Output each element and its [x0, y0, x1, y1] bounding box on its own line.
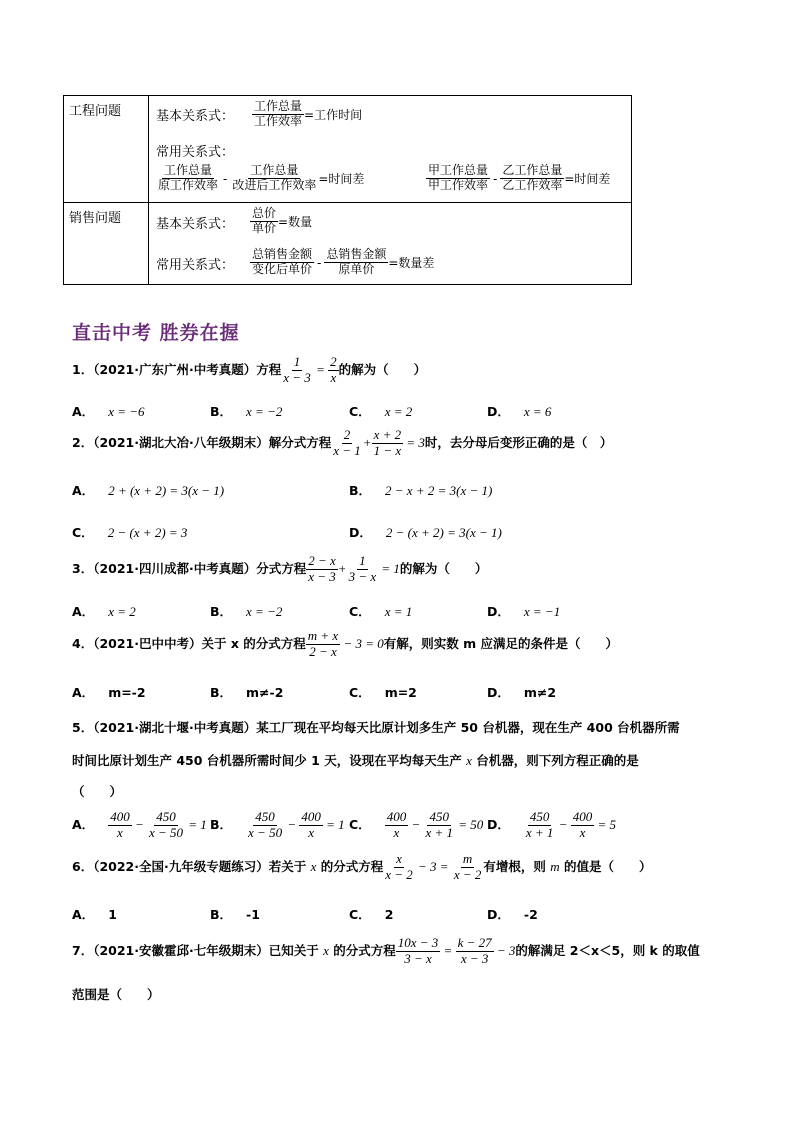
sales-common-formula	[250, 248, 434, 277]
option-label: C．	[349, 907, 371, 922]
option-text: 2	[384, 907, 394, 922]
q4-option-d[interactable]	[487, 683, 556, 701]
question-6	[72, 852, 651, 883]
option-label: C．	[349, 816, 371, 832]
equation-rest: = 1	[322, 816, 345, 832]
option-label: B．	[210, 404, 233, 419]
fraction-numerator: 甲工作总量	[428, 163, 489, 177]
question-suffix: 的值是（ ）	[559, 858, 652, 874]
q3-option-a[interactable]	[72, 602, 136, 620]
option-label: C．	[349, 404, 371, 419]
fraction-denominator: x − 3	[460, 950, 489, 966]
engineering-common-formula-1	[156, 164, 364, 193]
option-text: m=-2	[108, 685, 146, 700]
q3-option-d[interactable]	[487, 602, 560, 620]
fraction-numerator: 2	[343, 427, 351, 442]
fraction-numerator: 400	[301, 809, 321, 824]
question-stem: 3．（2021·四川成都·中考真题）分式方程	[72, 560, 307, 576]
option-text: 1	[108, 907, 117, 922]
fraction-numerator: 1	[359, 553, 366, 568]
basic-relation-label: 基本关系式：	[156, 217, 235, 232]
q1-option-b[interactable]	[210, 402, 282, 420]
option-label: D．	[487, 404, 510, 419]
option-label: A．	[72, 604, 95, 619]
fraction-numerator: 450	[156, 809, 176, 824]
option-text: m≠-2	[246, 685, 284, 700]
option-text: -2	[523, 907, 538, 922]
category-engineering: 工程问题	[69, 104, 122, 119]
question-5-line-3: （ ）	[72, 784, 123, 799]
table-column-divider	[148, 96, 149, 284]
option-text: x = −2	[246, 404, 283, 419]
fraction-numerator: 工作总量	[254, 99, 303, 113]
question-suffix: 有解，则实数 m 应满足的条件是（ ）	[383, 635, 618, 651]
q1-option-d[interactable]	[487, 402, 551, 420]
equation-rest: = 5	[594, 816, 616, 832]
minus-sign: -	[223, 171, 228, 186]
option-label: B．	[210, 907, 233, 922]
equation-rest: = 50	[455, 816, 484, 832]
option-text: x = 2	[108, 604, 136, 619]
engineering-basic-formula	[252, 100, 362, 129]
option-label: B．	[210, 685, 233, 700]
formula-result: =数量差	[388, 255, 435, 270]
option-label: D．	[487, 604, 510, 619]
fraction-denominator: x − 1	[333, 442, 361, 458]
plus-sign: +	[337, 560, 347, 576]
fraction-denominator: x + 1	[425, 824, 454, 840]
question-text: 有增根，则	[483, 858, 551, 874]
question-suffix: 的解满足 2＜x＜5，则 k 的取值	[515, 942, 700, 958]
option-text: 2 − (x + 2) = 3(x − 1)	[385, 525, 502, 540]
fraction-denominator: 工作效率	[254, 113, 303, 128]
fraction-denominator: 3 − x	[348, 568, 377, 584]
fraction-denominator: 1 − x	[373, 442, 402, 458]
question-stem: 6．（2022·全国·九年级专题练习）若关于	[72, 858, 311, 874]
fraction-numerator: 工作总量	[250, 163, 299, 177]
q4-option-b[interactable]	[210, 683, 283, 701]
fraction-denominator: x + 1	[525, 824, 554, 840]
option-text: 2 − (x + 2) = 3	[107, 525, 188, 540]
option-label: B．	[210, 816, 233, 832]
common-relation-label: 常用关系式：	[156, 258, 235, 273]
fraction-numerator: x + 2	[373, 427, 402, 442]
formula-result: =数量	[278, 214, 313, 229]
fraction-numerator: 2 − x	[308, 553, 336, 568]
fraction-numerator: 450	[429, 809, 449, 824]
q2-option-d[interactable]	[349, 523, 502, 541]
question-3	[72, 554, 487, 585]
option-text: -1	[246, 907, 260, 922]
fraction-denominator: x	[330, 369, 337, 385]
equals-sign: =	[312, 361, 329, 377]
fraction-denominator: x	[393, 824, 400, 840]
formula-result: =时间差	[318, 171, 365, 186]
fraction-denominator: x − 3	[308, 568, 336, 584]
equation-rest: − 3 =	[414, 858, 452, 874]
common-relation-label: 常用关系式：	[156, 145, 235, 160]
option-label: D．	[487, 907, 510, 922]
fraction-numerator: 总销售金额	[252, 247, 313, 261]
fraction-denominator: x	[308, 824, 314, 840]
question-4	[72, 629, 618, 660]
fraction-denominator: x − 50	[248, 824, 283, 840]
option-text: x = −6	[108, 404, 145, 419]
variable-m: m	[550, 858, 560, 874]
question-text: 时间比原计划生产 450 台机器所需时间少 1 天，设现在平均每天生产	[72, 753, 467, 768]
fraction-denominator: x	[579, 824, 586, 840]
option-label: A．	[72, 404, 95, 419]
option-label: B．	[349, 483, 372, 498]
option-text: x = 2	[384, 404, 413, 419]
option-label: A．	[72, 685, 95, 700]
option-label: D．	[487, 816, 510, 832]
option-text: m=2	[384, 685, 417, 700]
question-suffix: 的解为（ ）	[399, 560, 488, 576]
question-suffix: 时，去分母后变形正确的是（ ）	[424, 434, 613, 450]
q5-option-d[interactable]: D． $\frac{450}{x + 1}$ − $\frac{400}{x}$ = 5	[487, 809, 616, 840]
fraction-denominator: 原单价	[338, 261, 375, 276]
fraction-denominator: 3 − x	[404, 950, 432, 966]
option-label: C．	[349, 604, 371, 619]
equation-rest: − 3	[493, 942, 516, 958]
formula-result: =时间差	[564, 171, 611, 186]
q1-option-a[interactable]	[72, 402, 145, 420]
fraction-numerator: 1	[293, 354, 301, 369]
option-label: D．	[349, 525, 372, 540]
q2-option-a[interactable]	[72, 481, 224, 499]
q4-option-c[interactable]	[349, 683, 417, 701]
q6-option-d[interactable]	[487, 905, 538, 923]
fraction-denominator: x − 2	[453, 866, 482, 882]
option-text: 2 − x + 2 = 3(x − 1)	[385, 483, 493, 498]
equation-rest: = 1	[378, 560, 400, 576]
fraction-denominator: 甲工作效率	[428, 177, 489, 192]
fraction-denominator: 改进后工作效率	[232, 177, 317, 192]
fraction-denominator: 原工作效率	[158, 177, 219, 192]
fraction-numerator: 400	[572, 809, 593, 824]
minus-sign: -	[493, 171, 498, 186]
variable-x: x	[310, 858, 317, 874]
q6-option-c[interactable]	[349, 905, 393, 923]
fraction-denominator: 乙工作效率	[502, 177, 563, 192]
question-7	[72, 936, 700, 967]
fraction-numerator: 400	[386, 809, 407, 824]
fraction-numerator: k − 27	[457, 935, 492, 950]
minus-sign: -	[317, 255, 322, 270]
option-text: 2 + (x + 2) = 3(x − 1)	[108, 483, 225, 498]
fraction-denominator: x − 3	[283, 369, 311, 385]
question-stem: 4．（2021·巴中中考）关于 x 的分式方程	[72, 635, 306, 651]
fraction-denominator: 变化后单价	[252, 261, 313, 276]
fraction-numerator: x	[396, 851, 402, 866]
engineering-common-formula-2	[426, 164, 610, 193]
table-row-divider	[64, 202, 631, 203]
category-sales: 销售问题	[69, 211, 122, 226]
fraction-numerator: 400	[110, 809, 130, 824]
question-5-line-2	[72, 751, 639, 769]
question-text: 台机器，则下列方程正确的是	[471, 753, 639, 768]
variable-x: x	[323, 942, 329, 958]
fraction-numerator: 工作总量	[164, 163, 213, 177]
q5-option-a[interactable]: A． $\frac{400}{x}$ − $\frac{450}{x - 50}$ = 1	[72, 809, 207, 840]
q3-option-c[interactable]	[349, 602, 412, 620]
q5-option-c[interactable]: C． $\frac{400}{x}$ − $\frac{450}{x + 1}$ = 50	[349, 809, 484, 840]
fraction-denominator: 2 − x	[309, 643, 337, 659]
option-label: D．	[487, 685, 510, 700]
section-title: 直击中考 胜券在握	[72, 322, 240, 344]
q2-option-b[interactable]	[349, 481, 492, 499]
fraction-numerator: 总销售金额	[326, 247, 387, 261]
question-text: 的分式方程	[316, 858, 384, 874]
q3-option-b[interactable]	[210, 602, 282, 620]
relations-table	[63, 95, 632, 285]
equation-rest: = 3	[403, 434, 425, 450]
equation-rest: = 1	[185, 816, 207, 832]
question-stem: 7．（2021·安徽霍邱·七年级期末）已知关于	[72, 942, 324, 958]
question-stem: 1．（2021·广东广州·中考真题）方程	[72, 361, 282, 377]
question-text: 的分式方程	[328, 942, 396, 958]
option-text: x = −1	[523, 604, 561, 619]
equation-rest: − 3 = 0	[340, 635, 384, 651]
option-text: x = 6	[523, 404, 552, 419]
option-text: m≠2	[523, 685, 557, 700]
fraction-numerator: 2	[330, 354, 337, 369]
option-label: A．	[72, 907, 95, 922]
option-label: C．	[349, 685, 371, 700]
option-label: A．	[72, 816, 95, 832]
q6-option-a[interactable]	[72, 905, 117, 923]
option-text: x = 1	[384, 604, 413, 619]
q4-option-a[interactable]	[72, 683, 146, 701]
formula-result: =工作时间	[304, 107, 363, 122]
fraction-denominator: x − 50	[148, 824, 184, 840]
fraction-numerator: 450	[255, 809, 275, 824]
sales-basic-formula	[250, 207, 312, 236]
question-stem: 2．（2021·湖北大冶·八年级期末）解分式方程	[72, 434, 332, 450]
q1-option-c[interactable]	[349, 402, 412, 420]
variable-x: x	[466, 753, 472, 768]
equals-sign: =	[440, 942, 456, 958]
fraction-numerator: 乙工作总量	[502, 163, 563, 177]
fraction-numerator: 10x − 3	[397, 935, 439, 950]
basic-relation-label: 基本关系式：	[156, 109, 235, 124]
q2-option-c[interactable]	[72, 523, 187, 541]
fraction-denominator: x	[117, 824, 123, 840]
fraction-denominator: 单价	[252, 220, 277, 235]
fraction-numerator: m	[462, 851, 473, 866]
option-text: x = −2	[246, 604, 283, 619]
option-label: B．	[210, 604, 233, 619]
q6-option-b[interactable]	[210, 905, 260, 923]
fraction-numerator: 450	[529, 809, 550, 824]
question-2	[72, 428, 612, 459]
fraction-numerator: 总价	[252, 206, 277, 220]
question-suffix: 的解为（ ）	[338, 361, 427, 377]
question-5-line-1: 5．（2021·湖北十堰·中考真题）某工厂现在平均每天比原计划多生产 50 台机器，现在生产 400 台机器所需	[72, 720, 680, 735]
question-7-line-2: 范围是（ ）	[72, 987, 160, 1002]
option-label: C．	[72, 525, 94, 540]
question-1	[72, 355, 426, 386]
fraction-denominator: x − 2	[385, 866, 413, 882]
plus-sign: +	[362, 434, 372, 450]
option-label: A．	[72, 483, 95, 498]
q5-option-b[interactable]: B． $\frac{450}{x - 50}$ − $\frac{400}{x}$ = 1	[210, 809, 345, 840]
fraction-numerator: m + x	[307, 628, 339, 643]
